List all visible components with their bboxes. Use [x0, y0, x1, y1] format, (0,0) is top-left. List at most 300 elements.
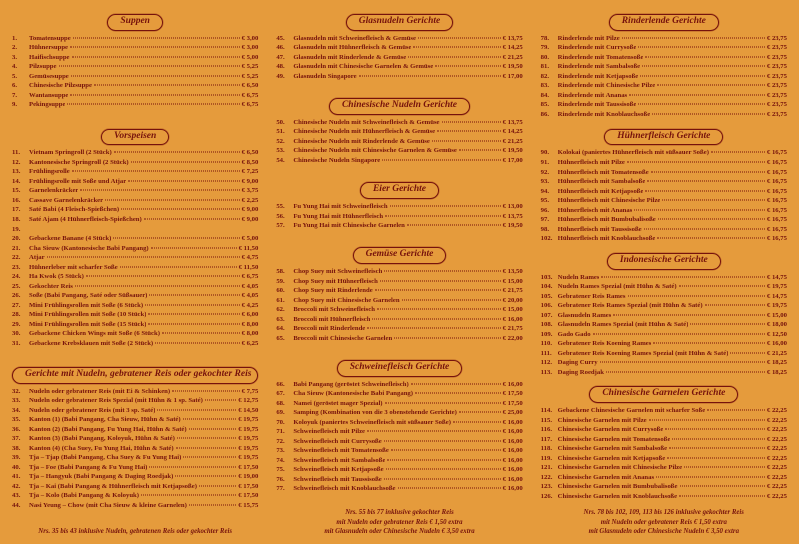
item-price: € 19,00: [238, 473, 259, 481]
dotted-leader: [162, 333, 240, 334]
dotted-leader: [149, 295, 239, 296]
dotted-leader: [672, 438, 765, 439]
item-price: € 17,00: [502, 157, 523, 164]
item-name: Pilzsuppe: [29, 63, 57, 71]
dotted-leader: [384, 271, 500, 272]
menu-item-row: [12, 34, 258, 44]
item-name: Chop Suey mit Schweinefleisch: [293, 268, 383, 276]
item-name: Rinderlende mit Tomatensoße: [557, 53, 644, 61]
item-name: Chinesische Garnelen mit Pilze: [557, 416, 647, 424]
item-name: Garnelenkräcker: [29, 187, 79, 195]
item-name: Tja – Kolo (Babi Pangang & Koloyuk): [29, 492, 139, 500]
item-price: € 15,75: [238, 501, 259, 509]
item-price: € 18,25: [766, 368, 787, 376]
dotted-leader: [80, 190, 239, 191]
item-name: Cassave Garnelenkräcker: [29, 196, 104, 204]
dotted-leader: [705, 305, 765, 306]
section-title: Glasnudeln Gerichte: [346, 14, 454, 31]
dotted-leader: [367, 431, 501, 432]
menu-column: [541, 10, 787, 536]
item-name: Broccoli mit Rinderlende: [293, 325, 366, 333]
item-name: Schweinefleisch mit Sambalsoße: [293, 456, 386, 464]
menu-item-row: [541, 72, 787, 82]
item-number: 29.: [12, 320, 21, 328]
menu-item-row: [541, 435, 787, 445]
item-price: € 23,75: [766, 63, 787, 71]
item-price: € 22,25: [766, 483, 787, 491]
item-number: 98.: [540, 225, 550, 233]
dotted-leader: [402, 299, 501, 300]
item-price: € 23,75: [766, 101, 787, 109]
dotted-leader: [73, 37, 240, 38]
dotted-leader: [707, 410, 765, 411]
item-price: € 16,75: [766, 216, 787, 224]
item-name: Saté Babi (4 Fleisch-Spießchen): [29, 206, 120, 214]
item-price: € 21,25: [766, 349, 787, 357]
item-number: 113.: [540, 368, 552, 376]
item-number: 111.: [540, 349, 552, 357]
item-price: € 17,50: [238, 463, 259, 471]
item-number: 36.: [12, 425, 21, 433]
item-number: 91.: [540, 158, 550, 166]
item-number: 48.: [276, 63, 285, 71]
item-price: € 16,00: [502, 447, 523, 455]
item-number: 65.: [276, 334, 285, 342]
dotted-leader: [177, 438, 236, 439]
item-name: Atjar: [29, 254, 45, 262]
menu-item-row: [12, 234, 258, 244]
item-name: Chinesische Garnelen mit Tomatensoße: [557, 435, 671, 443]
dotted-leader: [407, 225, 501, 226]
item-price: € 19,75: [238, 444, 259, 452]
menu-item-row: [276, 277, 522, 287]
item-number: 41.: [12, 473, 21, 481]
item-number: 64.: [276, 325, 285, 333]
menu-section: [276, 178, 522, 230]
item-name: Broccoli mit Schweinefleisch: [293, 306, 375, 314]
item-price: € 14,75: [766, 292, 787, 300]
item-price: € 8,00: [241, 320, 259, 328]
item-price: € 6,50: [241, 82, 259, 90]
item-name: Hühnersuppe: [29, 44, 69, 52]
item-price: € 6,25: [241, 339, 259, 347]
menu-item-row: [12, 301, 258, 311]
dotted-leader: [432, 140, 501, 141]
section-title: Gerichte mit Nudeln, gebratener Reis oder gekochter Reis: [12, 367, 258, 384]
dotted-leader: [606, 371, 765, 372]
section-title: Chinesische Garnelen Gerichte: [589, 386, 738, 403]
item-price: € 16,00: [502, 418, 523, 426]
dotted-leader: [382, 160, 500, 161]
dotted-leader: [72, 171, 240, 172]
item-number: 24.: [12, 273, 21, 281]
menu-item-row: [12, 282, 258, 292]
item-price: € 19,75: [766, 302, 787, 310]
item-name: Nudeln Rames: [557, 273, 600, 281]
item-name: Broccoli mit Chinesische Garnelen: [293, 334, 393, 342]
dotted-leader: [613, 314, 765, 315]
item-name: Kanton (2) (Babi Pangang, Fu Yung Hai, Hühn & Saté): [29, 425, 187, 433]
item-name: Chinesische Garnelen mit Knoblauchsoße: [557, 492, 678, 500]
footer-note-line: Nrs. 78 bis 102, 109, 113 bis 126 inklusive gekochter Reis: [583, 509, 744, 517]
dotted-leader: [70, 94, 239, 95]
menu-item-row: [541, 187, 787, 197]
menu-item-row: [276, 127, 522, 137]
dotted-leader: [59, 66, 240, 67]
section-title: Vorspeisen: [101, 129, 169, 146]
item-number: 28.: [12, 311, 21, 319]
menu-item-row: [12, 406, 258, 416]
section-title: Suppen: [107, 14, 163, 31]
item-number: 96.: [540, 206, 550, 214]
item-number: 78.: [540, 34, 550, 42]
item-name: Nasi Yeung – Chow (mit Cha Sieuw & kleine Garnelen): [29, 501, 187, 509]
menu-item-row: [276, 437, 522, 447]
item-name: Chop Suey mit Chinesische Garnelen: [293, 296, 400, 304]
menu-item-row: [541, 81, 787, 91]
menu-item-row: [276, 389, 522, 399]
item-name: Hühnerfleisch mit Pilze: [557, 158, 625, 166]
item-name: Tja – Foe (Babi Pangang & Fu Yung Hai): [29, 463, 148, 471]
menu-section: [12, 125, 258, 349]
menu-item-row: [276, 221, 522, 231]
dotted-leader: [148, 323, 239, 324]
menu-item-row: [276, 315, 522, 325]
dotted-leader: [658, 219, 765, 220]
item-number: 43.: [12, 492, 21, 500]
item-price: € 19,50: [502, 63, 523, 71]
item-name: Chinesische Garnelen mit Chinesische Pilze: [557, 464, 683, 472]
item-price: € 5,25: [241, 63, 259, 71]
item-number: 107.: [540, 311, 553, 319]
item-price: € 4,05: [241, 282, 259, 290]
dotted-leader: [380, 280, 501, 281]
section-header: [12, 10, 258, 31]
item-name: Frühlingsrolle mit Soße und Atjar: [29, 177, 127, 185]
item-number: 5.: [12, 72, 18, 80]
item-name: Mini Frühlingsrollen mit Soße (15 Stück): [29, 320, 147, 328]
item-name: Gebackene Krebsklauen mit Soße (2 Stück): [29, 339, 154, 347]
section-title: Hühnerfleisch Gerichte: [604, 129, 723, 146]
dotted-leader: [645, 56, 764, 57]
item-number: 81.: [540, 63, 550, 71]
item-price: € 23,75: [766, 34, 787, 42]
item-name: Wantansuppe: [29, 91, 69, 99]
item-price: € 16,00: [502, 466, 523, 474]
menu-item-row: [12, 320, 258, 330]
section-header: [541, 10, 787, 31]
dotted-leader: [415, 393, 501, 394]
section-title: Eier Gerichte: [360, 182, 439, 199]
dotted-leader: [679, 495, 765, 496]
item-number: 70.: [276, 418, 285, 426]
dotted-leader: [640, 75, 765, 76]
item-number: 21.: [12, 244, 21, 252]
item-number: 121.: [540, 464, 553, 472]
item-number: 2.: [12, 44, 18, 52]
item-name: Cha Sieuw (Kantonesische Babi Pangang): [293, 390, 413, 398]
item-number: 47.: [276, 53, 285, 61]
item-number: 16.: [12, 196, 21, 204]
item-price: € 14,25: [502, 44, 523, 52]
item-name: Tja – Tjap (Babi Pangang, Cha Suey & Fu Yung Hai): [29, 454, 182, 462]
item-name: Fu Yung Hai mit Chinesische Garnelen: [293, 222, 405, 230]
item-price: € 19,50: [502, 222, 523, 230]
dotted-leader: [730, 352, 764, 353]
item-price: € 14,25: [502, 128, 523, 136]
item-number: 63.: [276, 315, 285, 323]
dotted-leader: [128, 180, 239, 181]
menu-item-row: [541, 158, 787, 168]
menu-item-row: [12, 167, 258, 177]
item-name: Hühnerfleisch mit Bumbubalisoße: [557, 216, 656, 224]
menu-section: [541, 125, 787, 244]
menu-item-row: [276, 43, 522, 53]
menu-item-row: [12, 196, 258, 206]
item-number: 44.: [12, 501, 21, 509]
item-number: 119.: [540, 454, 552, 462]
item-name: Rinderlende mit Knoblauchsoße: [557, 111, 651, 118]
item-number: 106.: [540, 302, 553, 310]
dotted-leader: [384, 440, 501, 441]
dotted-leader: [75, 285, 240, 286]
item-name: Schweinefleisch mit Taussisoße: [293, 475, 382, 483]
dotted-leader: [151, 247, 237, 248]
section-header: [276, 243, 522, 264]
menu-item-row: [12, 177, 258, 187]
item-price: € 23,75: [766, 91, 787, 99]
item-price: € 6,00: [241, 311, 259, 319]
menu-item-row: [541, 482, 787, 492]
column-footer: [541, 508, 787, 536]
item-price: € 13,00: [502, 203, 523, 210]
item-name: Schweinefleisch mit Currysoße: [293, 437, 382, 445]
item-price: € 23,75: [766, 72, 787, 80]
menu-item-row: [12, 272, 258, 282]
section-header: [276, 94, 522, 115]
item-name: Nudeln Rames Spezial (mit Hühn & Saté): [557, 283, 677, 291]
item-price: € 16,75: [766, 178, 787, 186]
item-number: 9.: [12, 101, 18, 109]
item-price: € 17,50: [502, 390, 523, 398]
item-price: € 17,00: [502, 72, 523, 80]
item-number: 30.: [12, 330, 21, 338]
menu-section: [276, 356, 522, 494]
dotted-leader: [47, 257, 240, 258]
footer-note-line: Nrs. 55 bis 77 inklusive gekochter Reis: [345, 509, 454, 517]
item-number: 56.: [276, 212, 285, 220]
item-name: Tomatensuppe: [29, 34, 71, 42]
menu-item-row: [541, 406, 787, 416]
dotted-leader: [669, 448, 765, 449]
item-name: Gado Gado: [557, 330, 591, 338]
menu-item-row: [12, 501, 258, 511]
dotted-leader: [105, 199, 240, 200]
item-price: € 16,00: [502, 315, 523, 323]
dotted-leader: [183, 419, 237, 420]
item-name: Koloyuk (paniertes Schweinefleisch mit süßsauer Soße): [293, 418, 451, 426]
item-price: € 13,75: [502, 118, 523, 126]
item-price: € 17,50: [238, 482, 259, 490]
item-price: € 19,75: [238, 416, 259, 424]
dotted-leader: [121, 209, 240, 210]
menu-item-row: [12, 186, 258, 196]
menu-item-row: [541, 301, 787, 311]
item-price: € 13,75: [502, 34, 523, 42]
item-number: 97.: [540, 216, 550, 224]
item-price: € 15,00: [502, 306, 523, 314]
menu-item-row: [276, 267, 522, 277]
item-name: Gebackene Chinesische Garnelen mit scharfer Soße: [557, 407, 706, 415]
section-title: Gemüse Gerichte: [353, 247, 447, 264]
menu-item-row: [12, 291, 258, 301]
menu-item-row: [12, 62, 258, 72]
menu-item-row: [541, 282, 787, 292]
dotted-leader: [189, 504, 236, 505]
menu-item-row: [541, 225, 787, 235]
dotted-leader: [199, 485, 236, 486]
menu-item-row: [12, 263, 258, 273]
item-number: 117.: [540, 435, 552, 443]
menu-item-row: [12, 463, 258, 473]
dotted-leader: [394, 337, 500, 338]
item-number: 110.: [540, 340, 552, 348]
item-name: Rinderlende mit Ketjapsoße: [557, 72, 639, 80]
item-number: 114.: [540, 407, 552, 415]
item-name: Schweinefleisch mit Pilze: [293, 428, 366, 436]
dotted-leader: [359, 75, 501, 76]
item-price: € 9,00: [241, 206, 259, 214]
item-name: Saté Ajam (4 Hühnerfleisch-Spießchen): [29, 216, 142, 223]
menu-item-row: [276, 408, 522, 418]
menu-item-row: [276, 118, 522, 128]
item-number: 116.: [540, 426, 552, 434]
item-name: Babi Pangang (geröstet Schweinefleisch): [293, 380, 409, 388]
item-price: € 3,00: [241, 44, 259, 52]
menu-item-row: [12, 53, 258, 63]
menu-item-row: [541, 330, 787, 340]
item-price: € 12,75: [238, 397, 259, 405]
section-title: Schweinefleisch Gerichte: [337, 360, 462, 377]
item-price: € 23,75: [766, 82, 787, 90]
item-price: € 16,00: [502, 456, 523, 464]
dotted-leader: [662, 200, 765, 201]
dotted-leader: [391, 450, 501, 451]
item-number: 69.: [276, 409, 285, 417]
item-number: 79.: [540, 44, 550, 52]
item-number: 103.: [540, 273, 553, 281]
item-price: € 6,50: [241, 149, 259, 157]
item-name: Gebratener Reis Rames Spezial (mit Hühn & Saté): [557, 302, 703, 310]
menu-item-row: [276, 484, 522, 494]
menu-item-row: [541, 416, 787, 426]
menu-item-row: [276, 286, 522, 296]
item-number: 126.: [540, 492, 553, 500]
dotted-leader: [70, 47, 240, 48]
dotted-leader: [386, 469, 501, 470]
item-name: Fu Yung Hai mit Schweinefleisch: [293, 203, 388, 210]
menu-item-row: [541, 53, 787, 63]
item-number: 74.: [276, 456, 285, 464]
menu-item-row: [541, 273, 787, 283]
menu-item-row: [541, 91, 787, 101]
item-number: 75.: [276, 466, 285, 474]
menu-item-row: [12, 444, 258, 454]
item-number: 4.: [12, 63, 18, 71]
dotted-leader: [157, 409, 236, 410]
dotted-leader: [627, 161, 765, 162]
item-price: € 20,00: [502, 296, 523, 304]
menu-item-row: [276, 465, 522, 475]
dotted-leader: [459, 150, 501, 151]
item-number: 53.: [276, 147, 285, 155]
dotted-leader: [652, 114, 765, 115]
item-price: € 18,00: [766, 321, 787, 329]
menu-section: [541, 382, 787, 501]
menu-item-row: [12, 339, 258, 349]
item-number: 25.: [12, 282, 21, 290]
item-number: 115.: [540, 416, 552, 424]
item-price: € 15,00: [766, 311, 787, 319]
item-number: 35.: [12, 416, 21, 424]
menu-section: [541, 249, 787, 378]
dotted-leader: [656, 476, 765, 477]
item-number: 52.: [276, 137, 285, 145]
dotted-leader: [657, 238, 765, 239]
menu-item-row: [276, 212, 522, 222]
menu-column: [12, 10, 258, 536]
item-number: 50.: [276, 118, 285, 126]
dotted-leader: [442, 121, 501, 122]
item-price: € 19,50: [502, 147, 523, 155]
item-price: € 22,25: [766, 407, 787, 415]
menu-item-row: [276, 334, 522, 344]
item-name: Schweinefleisch mit Ketjapsoße: [293, 466, 384, 474]
menu-item-row: [12, 434, 258, 444]
item-name: Glasnudeln mit Rinderlende & Gemüse: [293, 53, 407, 61]
item-number: 61.: [276, 296, 285, 304]
menu-item-row: [541, 234, 787, 244]
item-number: 86.: [540, 111, 550, 118]
item-number: 31.: [12, 339, 21, 347]
dotted-leader: [144, 219, 240, 220]
item-name: Pekingsuppe: [29, 101, 66, 109]
item-name: Hühnerleber mit scharfer Soße: [29, 263, 118, 271]
dotted-leader: [638, 47, 765, 48]
item-number: 92.: [540, 168, 550, 176]
item-price: € 19,75: [766, 283, 787, 291]
dotted-leader: [684, 467, 765, 468]
menu-item-row: [541, 492, 787, 502]
menu-item-row: [541, 463, 787, 473]
menu-column: [276, 10, 522, 536]
item-price: € 16,75: [766, 225, 787, 233]
dotted-leader: [453, 421, 501, 422]
menu-item-row: [12, 158, 258, 168]
menu-item-row: [12, 482, 258, 492]
menu-item-row: [541, 206, 787, 216]
item-name: Daging Curry: [557, 359, 598, 367]
item-name: Chop Suey mit Hühnerfleisch: [293, 277, 378, 285]
dotted-leader: [711, 152, 765, 153]
item-price: € 5,00: [241, 53, 259, 61]
column-footer: [12, 527, 258, 536]
item-number: 32.: [12, 387, 21, 395]
item-price: € 16,75: [766, 187, 787, 195]
menu-item-row: [276, 418, 522, 428]
item-number: 27.: [12, 301, 21, 309]
item-number: 15.: [12, 187, 21, 195]
